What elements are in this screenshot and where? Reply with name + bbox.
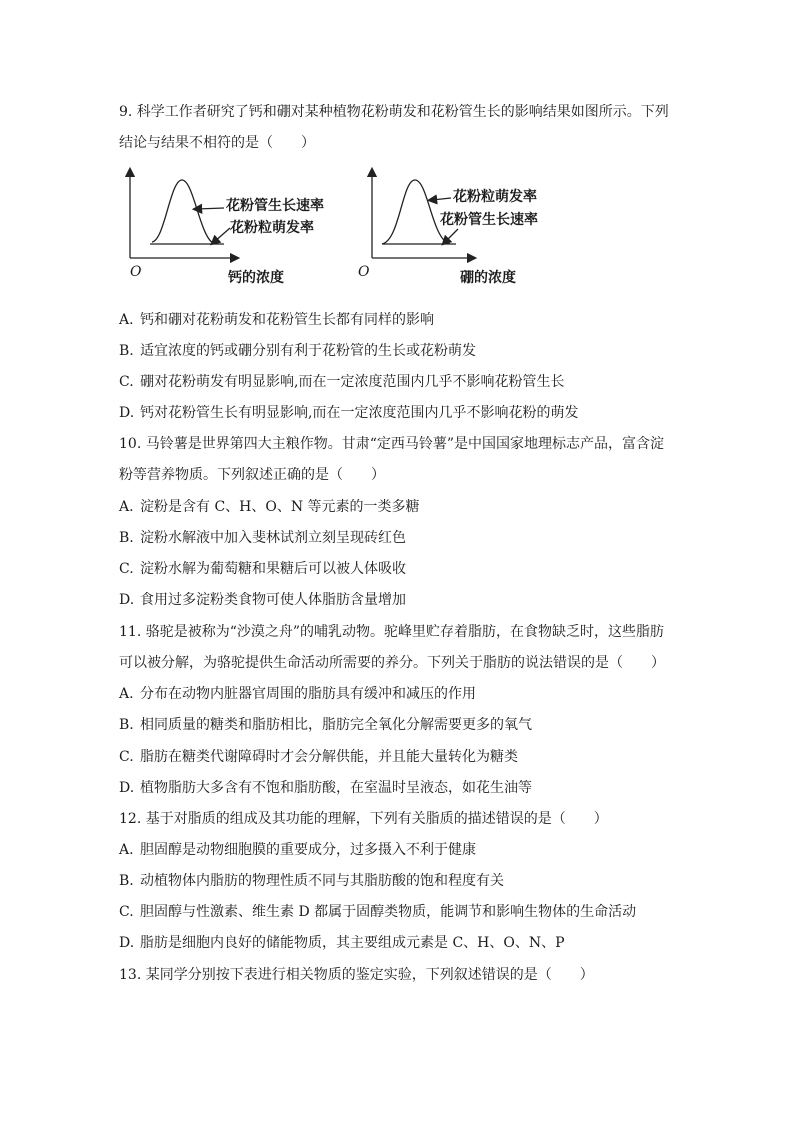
q9-stem-line2: 结论与结果不相符的是（ ）: [119, 135, 315, 151]
right-origin: O: [358, 264, 370, 280]
q12-option-a: A. 胆固醇是动物细胞膜的重要成分，过多摄入不利于健康: [119, 842, 476, 858]
q9-option-b: B. 适宜浓度的钙或硼分别有利于花粉管的生长或花粉萌发: [119, 343, 476, 359]
q10-option-a: A. 淀粉是含有 C、H、O、N 等元素的一类多糖: [119, 499, 420, 515]
q10-option-c: C. 淀粉水解为葡萄糖和果糖后可以被人体吸收: [119, 561, 406, 577]
left-graph: [130, 172, 235, 258]
left-flat-label: 花粉粒萌发率: [230, 220, 314, 236]
q11-option-a: A. 分布在动物内脏器官周围的脂肪具有缓冲和减压的作用: [119, 686, 476, 702]
q9-option-a: A. 钙和硼对花粉萌发和花粉管生长都有同样的影响: [119, 312, 434, 328]
q12-option-b: B. 动植物体内脂肪的物理性质不同与其脂肪酸的饱和程度有关: [119, 873, 504, 889]
q12-option-d: D. 脂肪是细胞内良好的储能物质，其主要组成元素是 C、H、O、N、P: [119, 935, 565, 951]
left-pointer-1: [197, 208, 224, 209]
right-curve-label: 花粉粒萌发率: [453, 189, 537, 205]
q11-option-c: C. 脂肪在糖类代谢障碍时才会分解供能，并且能大量转化为糖类: [119, 749, 518, 765]
q12-stem-line1: 12. 基于对脂质的组成及其功能的理解，下列有关脂质的描述错误的是（ ）: [119, 811, 608, 827]
right-flat-label: 花粉管生长速率: [440, 212, 538, 228]
left-x-label: 钙的浓度: [228, 270, 284, 286]
q10-option-d: D. 食用过多淀粉类食物可使人体脂肪含量增加: [119, 592, 406, 608]
q11-stem-line1: 11. 骆驼是被称为“沙漠之舟”的哺乳动物。驼峰里贮存着脂肪，在食物缺乏时，这些脂肪: [119, 624, 665, 640]
q13-stem-line1: 13. 某同学分别按下表进行相关物质的鉴定实验，下列叙述错误的是（ ）: [119, 967, 594, 983]
q10-stem-line1: 10. 马铃薯是世界第四大主粮作物。甘肃“定西马铃薯”是中国国家地理标志产品，富含淀: [119, 436, 665, 452]
q10-option-b: B. 淀粉水解液中加入斐林试剂立刻呈现砖红色: [119, 530, 406, 546]
right-x-label: 硼的浓度: [460, 270, 516, 286]
q11-option-b: B. 相同质量的糖类和脂肪相比，脂肪完全氧化分解需要更多的氧气: [119, 717, 532, 733]
left-curve-label: 花粉管生长速率: [226, 198, 324, 214]
q9-option-d: D. 钙对花粉管生长有明显影响,而在一定浓度范围内几乎不影响花粉的萌发: [119, 405, 579, 421]
left-pointer-2: [214, 228, 230, 242]
left-curve-line: [152, 180, 215, 244]
q10-stem-line2: 粉等营养物质。下列叙述正确的是（ ）: [119, 467, 385, 483]
right-pointer-1: [432, 198, 451, 200]
q11-option-d: D. 植物脂肪大多含有不饱和脂肪酸，在室温时呈液态，如花生油等: [119, 780, 532, 796]
q9-figure: [120, 160, 560, 295]
left-origin: O: [130, 264, 142, 280]
q9-stem-line1: 9. 科学工作者研究了钙和硼对某种植物花粉萌发和花粉管生长的影响结果如图所示。下列: [119, 104, 669, 120]
q11-stem-line2: 可以被分解，为骆驼提供生命活动所需要的养分。下列关于脂肪的说法错误的是（ ）: [119, 655, 665, 671]
q12-option-c: C. 胆固醇与性激素、维生素 D 都属于固醇类物质，能调节和影响生物体的生命活动: [119, 904, 637, 920]
q9-option-c: C. 硼对花粉萌发有明显影响,而在一定浓度范围内几乎不影响花粉管生长: [119, 374, 565, 390]
right-pointer-2: [445, 229, 458, 242]
